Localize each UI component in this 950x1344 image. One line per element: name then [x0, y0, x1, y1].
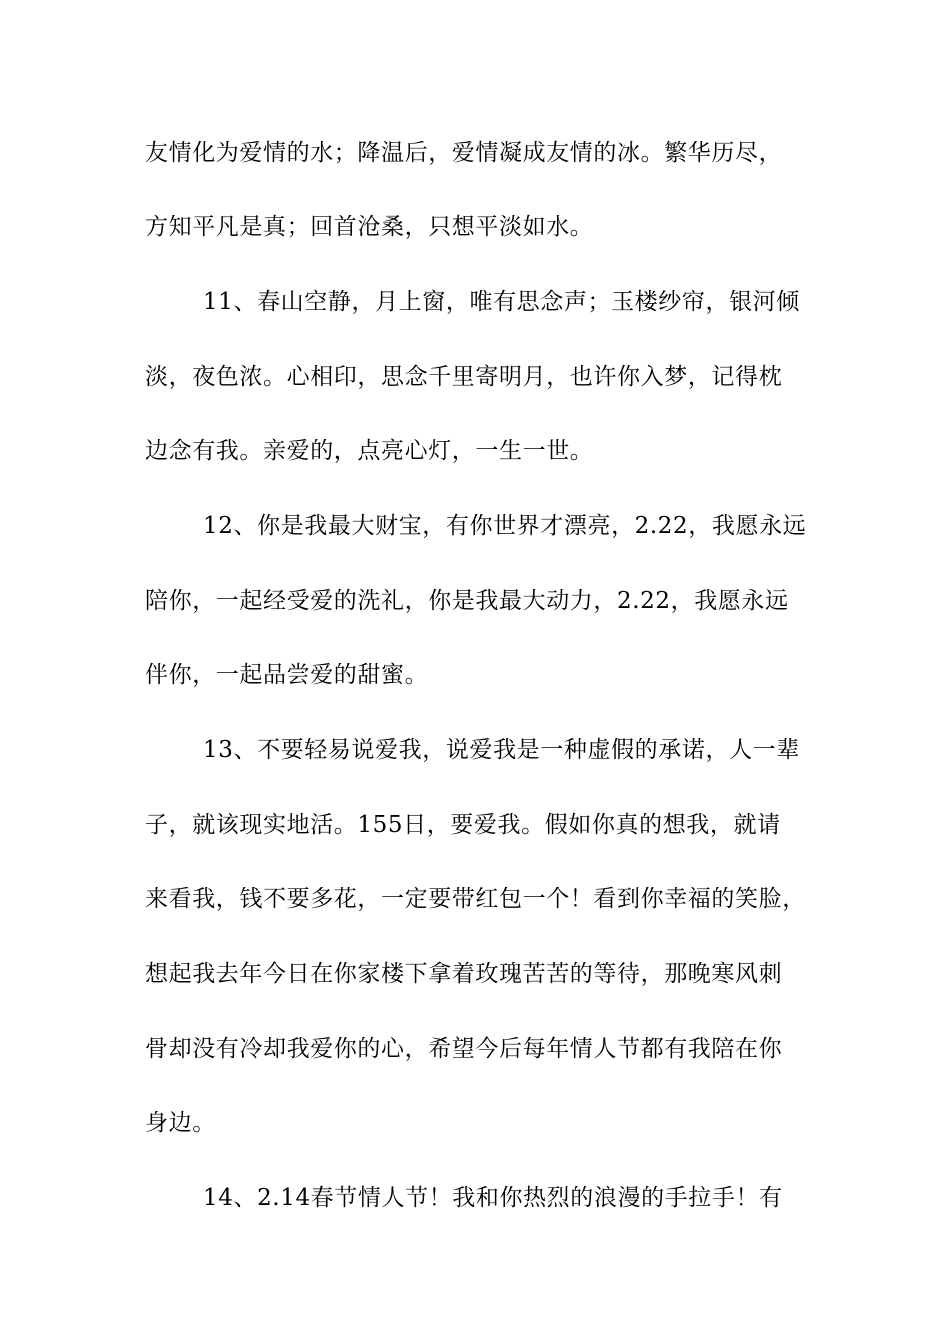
- text-line: 方知平凡是真；回首沧桑，只想平淡如水。: [145, 214, 594, 240]
- paragraph-start-line: 14、2.14春节情人节！我和你热烈的浪漫的手拉手！有: [203, 1185, 783, 1211]
- text-line: 身边。: [145, 1110, 216, 1136]
- text-line: 边念有我。亲爱的，点亮心灯，一生一世。: [145, 438, 594, 464]
- text-line: 想起我去年今日在你家楼下拿着玫瑰苦苦的等待，那晚寒风刺: [145, 961, 783, 987]
- text-line: 淡，夜色浓。心相印，思念千里寄明月，也许你入梦，记得枕: [145, 364, 783, 390]
- text-line: 陪你，一起经受爱的洗礼，你是我最大动力，2.22，我愿永远: [145, 588, 789, 614]
- paragraph-start-line: 13、不要轻易说爱我，说爱我是一种虚假的承诺，人一辈: [203, 737, 800, 763]
- text-line: 友情化为爱情的水；降温后，爱情凝成友情的冰。繁华历尽，: [145, 140, 783, 166]
- text-line: 伴你，一起品尝爱的甜蜜。: [145, 662, 429, 688]
- paragraph-start-line: 12、你是我最大财宝，有你世界才漂亮，2.22，我愿永远: [203, 513, 807, 539]
- text-line: 来看我，钱不要多花，一定要带红包一个！看到你幸福的笑脸，: [145, 886, 806, 912]
- paragraph-start-line: 11、春山空静，月上窗，唯有思念声；玉楼纱帘，银河倾: [203, 289, 800, 315]
- text-line: 骨却没有冷却我爱你的心，希望今后每年情人节都有我陪在你: [145, 1036, 783, 1062]
- text-line: 子，就该现实地活。155日，要爱我。假如你真的想我，就请: [145, 812, 781, 838]
